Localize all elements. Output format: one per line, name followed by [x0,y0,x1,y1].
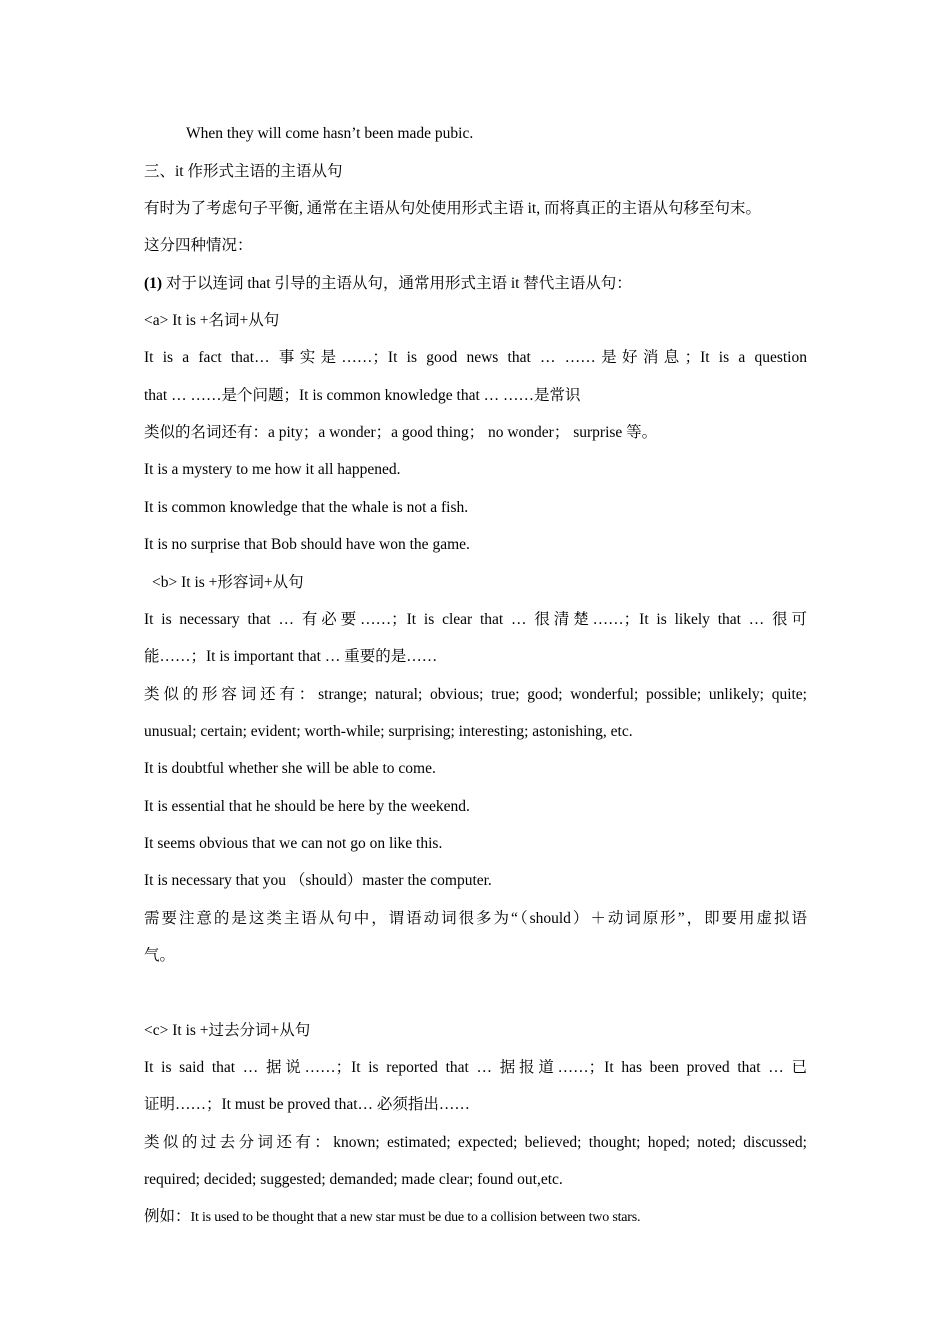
example-sentence: It is essential that he should be here by the weekend. [144,798,470,815]
example-sentence: It is doubtful whether she will be able to come. [144,760,436,777]
paragraph-line: that … ……是个问题；It is common knowledge that … ……是常识 [144,387,581,404]
paragraph-line: required; decided; suggested; demanded; made clear; found out,etc. [144,1171,563,1188]
pattern-heading-c: <c> It is +过去分词+从句 [144,1022,311,1039]
example-sentence: It is a mystery to me how it all happened. [144,461,401,478]
paragraph-line: It is a fact that… 事实是……；It is good news that … ……是好消息；It is a question [144,349,807,366]
paragraph-line: 类似的名词还有：a pity；a wonder；a good thing； no wonder； surprise 等。 [144,424,658,441]
subsection-text: 对于以连词 that 引导的主语从句，通常用形式主语 it 替代主语从句： [162,275,632,292]
subsection-heading [144,274,807,294]
example-sentence: It seems obvious that we can not go on like this. [144,835,443,852]
example-sentence: It is no surprise that Bob should have won the game. [144,536,470,553]
pattern-heading-b: <b> It is +形容词+从句 [152,574,304,591]
paragraph-line: 需要注意的是这类主语从句中，谓语动词很多为“（should）＋动词原形”，即要用虚拟语 [144,910,807,927]
section-heading: 三、it 作形式主语的主语从句 [144,163,343,180]
paragraph-line: unusual; certain; evident; worth-while; surprising; interesting; astonishing, etc. [144,723,633,740]
example-label: 例如： [144,1208,191,1225]
pattern-heading-a: <a> It is +名词+从句 [144,312,280,329]
paragraph-line: 能……；It is important that … 重要的是…… [144,648,438,665]
paragraph-line: 证明……；It must be proved that… 必须指出…… [144,1096,470,1113]
paragraph-line: 类似的形容词还有：strange; natural; obvious; true; good; wonderful; possible; unlikely; quite; [144,686,807,703]
paragraph-line: It is said that … 据说……；It is reported that … 据报道……；It has been proved that … 已 [144,1059,807,1076]
paragraph-line: It is necessary that … 有必要……；It is clear that … 很清楚……；It is likely that … 很可 [144,611,807,628]
example-sentence: It is necessary that you （should）master the computer. [144,872,492,889]
example-sentence: It is used to be thought that a new star must be due to a collision between two stars. [190,1210,641,1225]
paragraph-line: 有时为了考虑句子平衡, 通常在主语从句处使用形式主语 it, 而将真正的主语从句移至句末。 [144,200,761,217]
paragraph-line: 气。 [144,947,176,964]
example-sentence: It is common knowledge that the whale is not a fish. [144,499,469,516]
example-line [144,1207,807,1228]
subsection-number: (1) [144,275,163,292]
paragraph-line: 这分四种情况： [144,237,253,254]
paragraph-line: 类似的过去分词还有：known; estimated; expected; believed; thought; hoped; noted; discussed; [144,1134,807,1151]
example-sentence: When they will come hasn’t been made pubic. [186,125,474,142]
